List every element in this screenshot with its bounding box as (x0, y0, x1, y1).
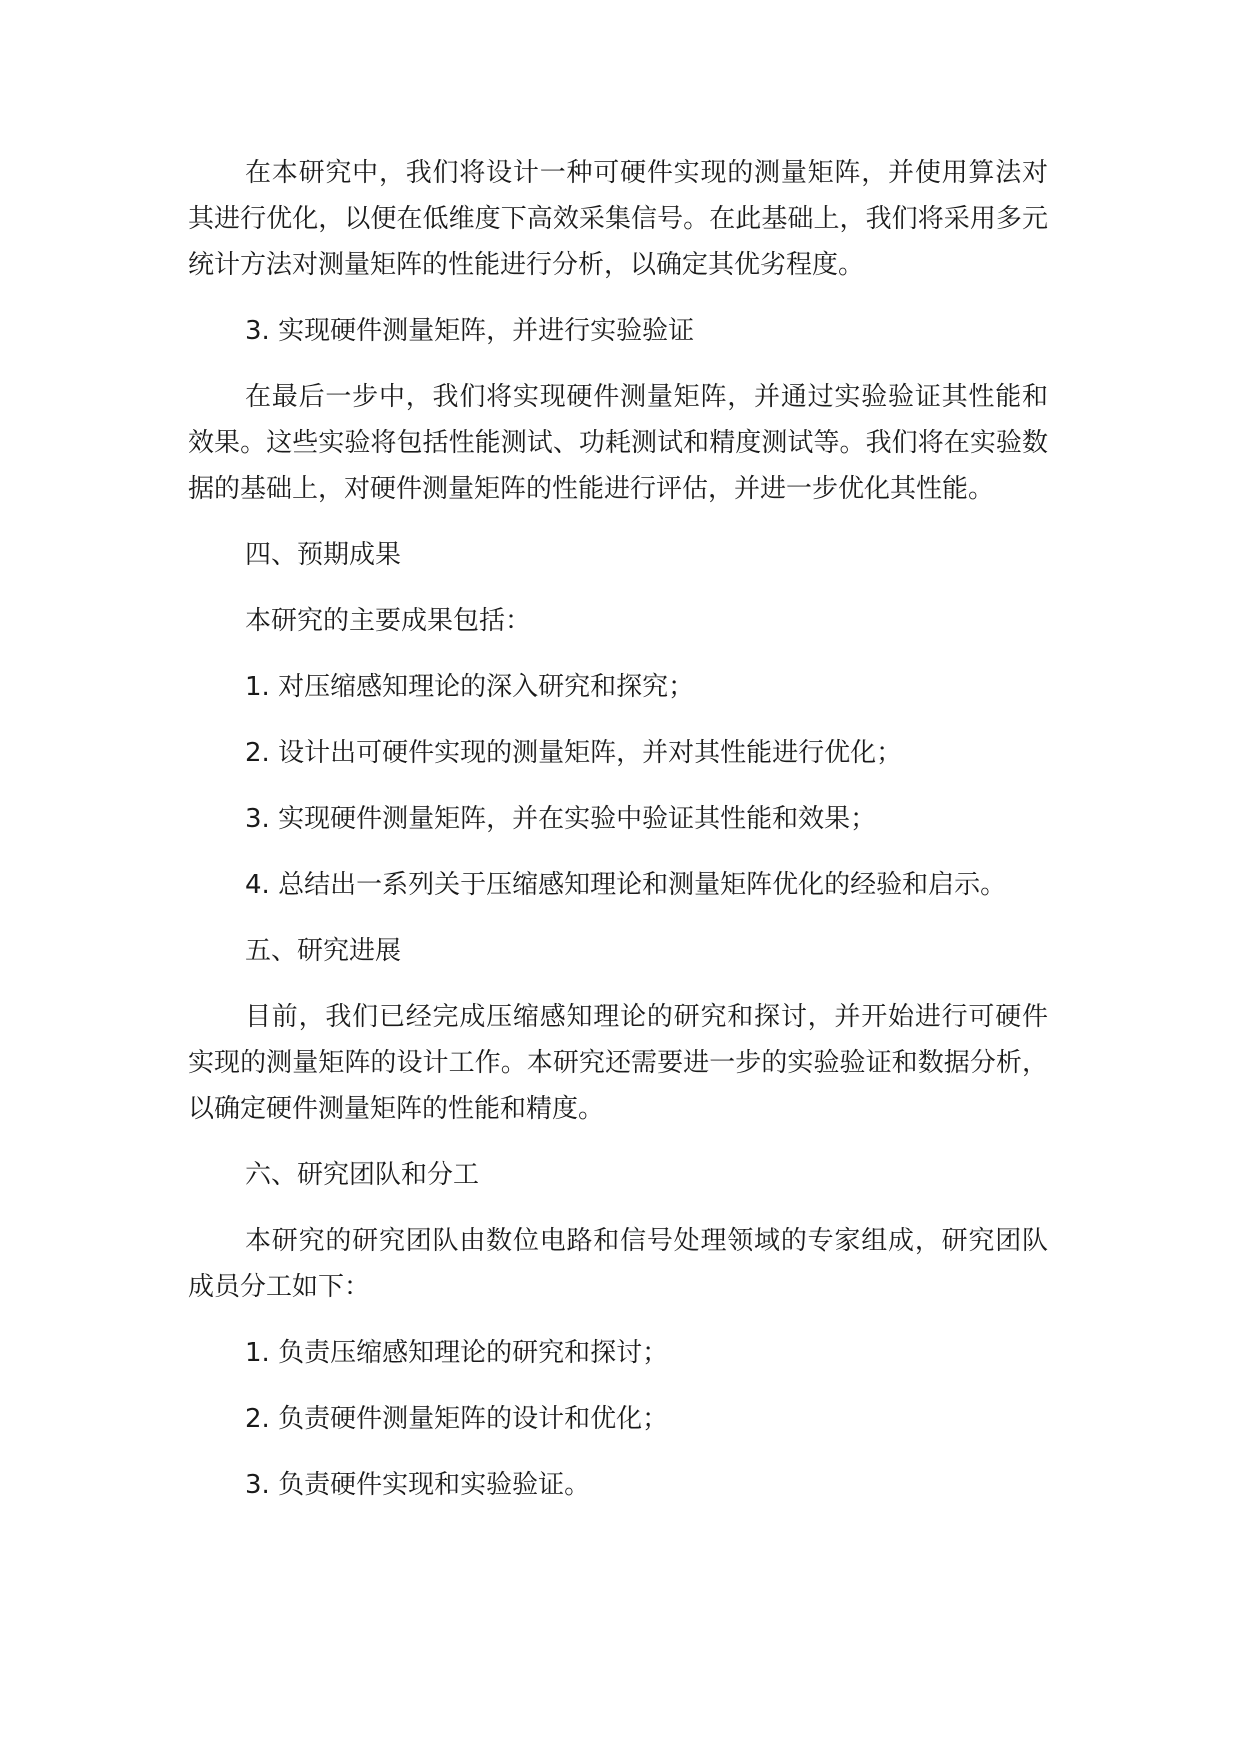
section-heading-expected-results: 四、预期成果 (245, 540, 402, 570)
team-item: 2. 负责硬件测量矩阵的设计和优化； (245, 1404, 669, 1434)
result-item: 4. 总结出一系列关于压缩感知理论和测量矩阵优化的经验和启示。 (245, 870, 1007, 900)
paragraph-progress: 目前，我们已经完成压缩感知理论的研究和探讨，并开始进行可硬件实现的测量矩阵的设计工作。本研究还需要进一步的实验验证和数据分析，以确定硬件测量矩阵的性能和精度。 (188, 1002, 1048, 1124)
paragraph-experiment: 在最后一步中，我们将实现硬件测量矩阵，并通过实验验证其性能和效果。这些实验将包括性能测试、功耗测试和精度测试等。我们将在实验数据的基础上，对硬件测量矩阵的性能进行评估，并进一步优化其性能。 (188, 382, 1048, 504)
team-item: 1. 负责压缩感知理论的研究和探讨； (245, 1338, 669, 1368)
step-3-title: 3. 实现硬件测量矩阵，并进行实验验证 (245, 316, 695, 346)
section-heading-progress: 五、研究进展 (245, 936, 402, 966)
document-page (188, 150, 1048, 1508)
result-item: 2. 设计出可硬件实现的测量矩阵，并对其性能进行优化； (245, 738, 903, 768)
section-heading-team: 六、研究团队和分工 (245, 1160, 480, 1190)
paragraph-team: 本研究的研究团队由数位电路和信号处理领域的专家组成，研究团队成员分工如下： (188, 1226, 1048, 1302)
team-item: 3. 负责硬件实现和实验验证。 (245, 1470, 591, 1500)
result-item: 3. 实现硬件测量矩阵，并在实验中验证其性能和效果； (245, 804, 877, 834)
result-item: 1. 对压缩感知理论的深入研究和探究； (245, 672, 695, 702)
results-intro: 本研究的主要成果包括： (245, 606, 532, 636)
paragraph-method-design: 在本研究中，我们将设计一种可硬件实现的测量矩阵，并使用算法对其进行优化，以便在低维度下高效采集信号。在此基础上，我们将采用多元统计方法对测量矩阵的性能进行分析，以确定其优劣程度。 (188, 158, 1048, 280)
